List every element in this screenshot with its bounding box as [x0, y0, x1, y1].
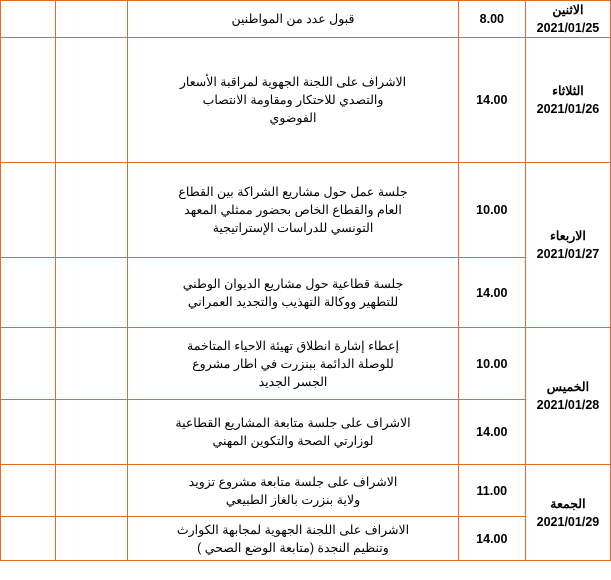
blank-cell-1	[56, 328, 128, 400]
schedule-table-body	[1, 1, 611, 561]
time-cell: 14.00	[458, 400, 525, 465]
activity-line: وتنظيم النجدة (متابعة الوضع الصحي )	[197, 540, 389, 555]
activity-line: جلسة عمل حول مشاريع الشراكة بين القطاع	[178, 185, 408, 200]
activity-line: العام والقطاع الخاص بحضور ممثلي المعهد	[184, 203, 402, 218]
activity-line: جلسة قطاعية حول مشاريع الديوان الوطني	[182, 276, 404, 291]
table-row	[1, 1, 611, 38]
table-row	[1, 163, 611, 258]
day-name: الثلاثاء	[552, 84, 584, 99]
table-row	[1, 328, 611, 400]
day-cell	[525, 38, 610, 163]
day-date: 2021/01/26	[536, 102, 600, 117]
day-cell	[525, 163, 610, 328]
activity-line: للتطهير ووكالة التهذيب والتجديد العمراني	[187, 294, 399, 309]
activity-line: الاشراف على اللجنة الجهوية لمراقبة الأسعار	[179, 75, 407, 90]
time-cell: 11.00	[458, 465, 525, 517]
table-row	[1, 517, 611, 561]
day-name: الجمعة	[550, 496, 586, 511]
activity-line: ولاية بنزرت بالغاز الطبيعي	[225, 492, 361, 507]
activity-line: والتصدي للاحتكار ومقاومة الانتصاب	[202, 93, 384, 108]
table-row	[1, 38, 611, 163]
activity-cell	[128, 517, 459, 561]
table-row	[1, 465, 611, 517]
activity-line: التونسي للدراسات الإستراتيجية	[212, 221, 374, 236]
blank-cell-1	[56, 163, 128, 258]
time-cell: 14.00	[458, 258, 525, 328]
blank-cell-1	[56, 465, 128, 517]
activity-line: لوزارتي الصحة والتكوين المهني	[212, 434, 374, 449]
activity-line: الاشراف على اللجنة الجهوية لمجابهة الكوارث	[176, 522, 410, 537]
activity-line: الاشراف على جلسة متابعة مشروع تزويد	[188, 474, 398, 489]
blank-cell-2	[1, 400, 56, 465]
blank-cell-2	[1, 465, 56, 517]
activity-cell	[128, 400, 459, 465]
blank-cell-1	[56, 258, 128, 328]
table-row	[1, 400, 611, 465]
blank-cell-2	[1, 1, 56, 38]
day-date: 2021/01/25	[536, 21, 600, 36]
time-cell: 10.00	[458, 163, 525, 258]
day-cell	[525, 465, 610, 561]
activity-cell	[128, 465, 459, 517]
time-cell: 10.00	[458, 328, 525, 400]
blank-cell-1	[56, 1, 128, 38]
activity-cell	[128, 1, 459, 38]
day-cell	[525, 1, 610, 38]
time-cell: 8.00	[458, 1, 525, 38]
blank-cell-1	[56, 517, 128, 561]
blank-cell-1	[56, 400, 128, 465]
activity-line: الاشراف على جلسة متابعة المشاريع القطاعية	[175, 416, 411, 431]
activity-line: الجسر الجديد	[258, 374, 328, 389]
activity-cell	[128, 328, 459, 400]
activity-cell	[128, 163, 459, 258]
blank-cell-2	[1, 517, 56, 561]
activity-cell	[128, 258, 459, 328]
activity-cell	[128, 38, 459, 163]
day-name: الاثنين	[552, 3, 584, 17]
activity-line: قبول عدد من المواطنين	[231, 12, 355, 27]
day-name: الخميس	[546, 380, 590, 395]
time-cell: 14.00	[458, 517, 525, 561]
blank-cell-2	[1, 163, 56, 258]
table-row	[1, 258, 611, 328]
day-date: 2021/01/29	[536, 514, 600, 529]
blank-cell-2	[1, 328, 56, 400]
day-cell	[525, 328, 610, 465]
activity-line: إعطاء إشارة انطلاق تهيئة الاحياء المتاخمة	[187, 338, 399, 353]
blank-cell-1	[56, 38, 128, 163]
activity-line: الفوضوي	[269, 111, 317, 126]
blank-cell-2	[1, 38, 56, 163]
time-cell: 14.00	[458, 38, 525, 163]
day-date: 2021/01/27	[536, 247, 600, 262]
day-date: 2021/01/28	[536, 398, 600, 413]
blank-cell-2	[1, 258, 56, 328]
activity-line: للوصلة الدائمة ببنزرت في اطار مشروع	[192, 356, 394, 371]
day-name: الاربعاء	[550, 229, 586, 244]
